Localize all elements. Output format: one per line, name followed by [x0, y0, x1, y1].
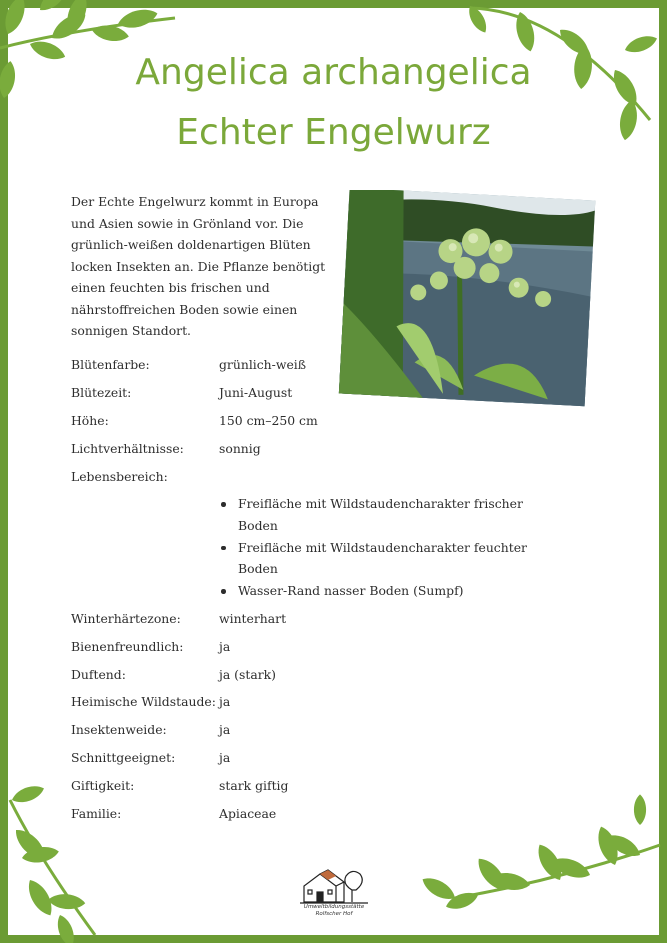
plant-photo — [338, 190, 596, 408]
logo-text: Umweltbildungsstätte — [303, 904, 365, 910]
list-item: Wasser-Rand nasser Boden (Sumpf) — [238, 580, 538, 602]
property-label: Schnittgeeignet: — [71, 750, 176, 765]
habitat-list — [238, 493, 538, 602]
property-label: Winterhärtezone: — [71, 611, 181, 626]
property-value: ja — [219, 750, 231, 765]
property-value: winterhart — [219, 611, 287, 626]
property-label: Familie: — [71, 806, 122, 821]
property-label: Blütezeit: — [71, 385, 132, 400]
property-value: Apiaceae — [219, 806, 277, 821]
property-label: Duftend: — [71, 667, 126, 682]
property-value: ja (stark) — [219, 667, 276, 682]
property-label: Heimische Wildstaude: — [71, 694, 216, 709]
property-label: Höhe: — [71, 413, 109, 428]
property-value: grünlich-weiß — [219, 357, 307, 372]
property-value: stark giftig — [219, 778, 289, 793]
logo-text: Rolfscher Hof — [315, 911, 353, 917]
property-value: ja — [219, 639, 231, 654]
title-latin: Angelica archangelica — [135, 52, 532, 93]
property-value: sonnig — [219, 441, 261, 456]
property-label: Bienenfreundlich: — [71, 639, 184, 654]
list-item: Freifläche mit Wildstaudencharakter frischer Boden — [238, 493, 538, 536]
intro-text: Der Echte Engelwurz kommt in Europa und Asien sowie in Grönland vor. Die grünlich-weißen doldenartigen Blüten locken Insekten an. Die Pflanze benötigt einen feuchten bis frischen und nährstoffreichen Boden sowie einen sonnigen Standort. — [71, 194, 326, 338]
title-german: Echter Engelwurz — [176, 112, 491, 153]
property-label: Lebensbereich: — [71, 469, 168, 484]
list-item: Freifläche mit Wildstaudencharakter feuchter Boden — [238, 537, 538, 580]
property-value: Juni-August — [219, 385, 293, 400]
property-label: Giftigkeit: — [71, 778, 135, 793]
property-value: ja — [219, 722, 231, 737]
property-value: ja — [219, 694, 231, 709]
property-label: Blütenfarbe: — [71, 357, 150, 372]
property-value: 150 cm–250 cm — [219, 413, 318, 428]
property-label: Lichtverhältnisse: — [71, 441, 184, 456]
property-label: Insektenweide: — [71, 722, 167, 737]
